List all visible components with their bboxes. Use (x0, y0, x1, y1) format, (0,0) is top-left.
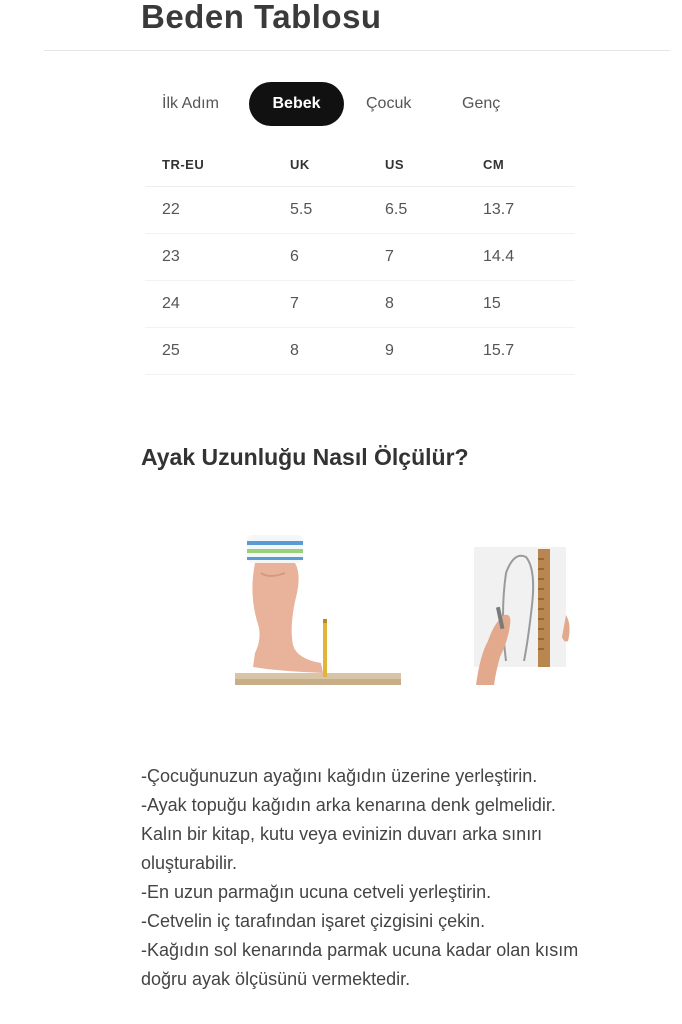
header-cm: CM (483, 157, 505, 172)
foot-outline-ruler-photo-icon (470, 545, 574, 687)
instruction-step-4: -Cetvelin iç tarafından işaret çizgisini çekin. (141, 911, 486, 931)
cell-cm: 13.7 (483, 201, 515, 218)
instruction-step-1: -Çocuğunuzun ayağını kağıdın üzerine yerleştirin. (141, 766, 538, 786)
cell-uk: 5.5 (290, 201, 313, 218)
header-us: US (385, 157, 405, 172)
table-row (145, 281, 575, 328)
table-header-row (145, 148, 575, 187)
tab-cocuk[interactable]: Çocuk (366, 95, 412, 112)
measurement-instructions (141, 762, 581, 994)
cell-tr-eu: 22 (162, 201, 180, 218)
tab-bebek[interactable]: Bebek (249, 82, 344, 126)
header-uk: UK (290, 157, 310, 172)
table-row (145, 328, 575, 375)
instruction-step-3: -En uzun parmağın ucuna cetveli yerleştirin. (141, 882, 492, 902)
table-row (145, 234, 575, 281)
instruction-step-5: -Kağıdın sol kenarında parmak ucuna kadar olan kısım doğru ayak ölçüsünü vermektedir. (141, 940, 579, 989)
page-title: Beden Tablosu (141, 0, 382, 35)
cell-tr-eu: 25 (162, 342, 180, 359)
title-divider (44, 50, 670, 51)
cell-us: 7 (385, 248, 394, 265)
cell-tr-eu: 24 (162, 295, 180, 312)
tab-ilk-adim[interactable]: İlk Adım (162, 95, 219, 112)
cell-cm: 14.4 (483, 248, 515, 265)
tab-genc[interactable]: Genç (462, 95, 501, 112)
cell-us: 8 (385, 295, 394, 312)
cell-uk: 6 (290, 248, 299, 265)
cell-uk: 7 (290, 295, 299, 312)
header-tr-eu: TR-EU (162, 157, 205, 172)
size-table (145, 148, 575, 375)
baby-foot-ruler-photo-icon (235, 533, 401, 688)
cell-tr-eu: 23 (162, 248, 180, 265)
size-category-tabs (0, 82, 682, 126)
cell-cm: 15.7 (483, 342, 515, 359)
cell-cm: 15 (483, 295, 501, 312)
cell-us: 6.5 (385, 201, 408, 218)
howto-heading: Ayak Uzunluğu Nasıl Ölçülür? (141, 444, 469, 470)
cell-uk: 8 (290, 342, 299, 359)
table-row (145, 187, 575, 234)
instruction-step-2: -Ayak topuğu kağıdın arka kenarına denk gelmelidir. Kalın bir kitap, kutu veya evinizin duvarı arka sınırı oluşturabilir. (141, 795, 556, 873)
cell-us: 9 (385, 342, 394, 359)
